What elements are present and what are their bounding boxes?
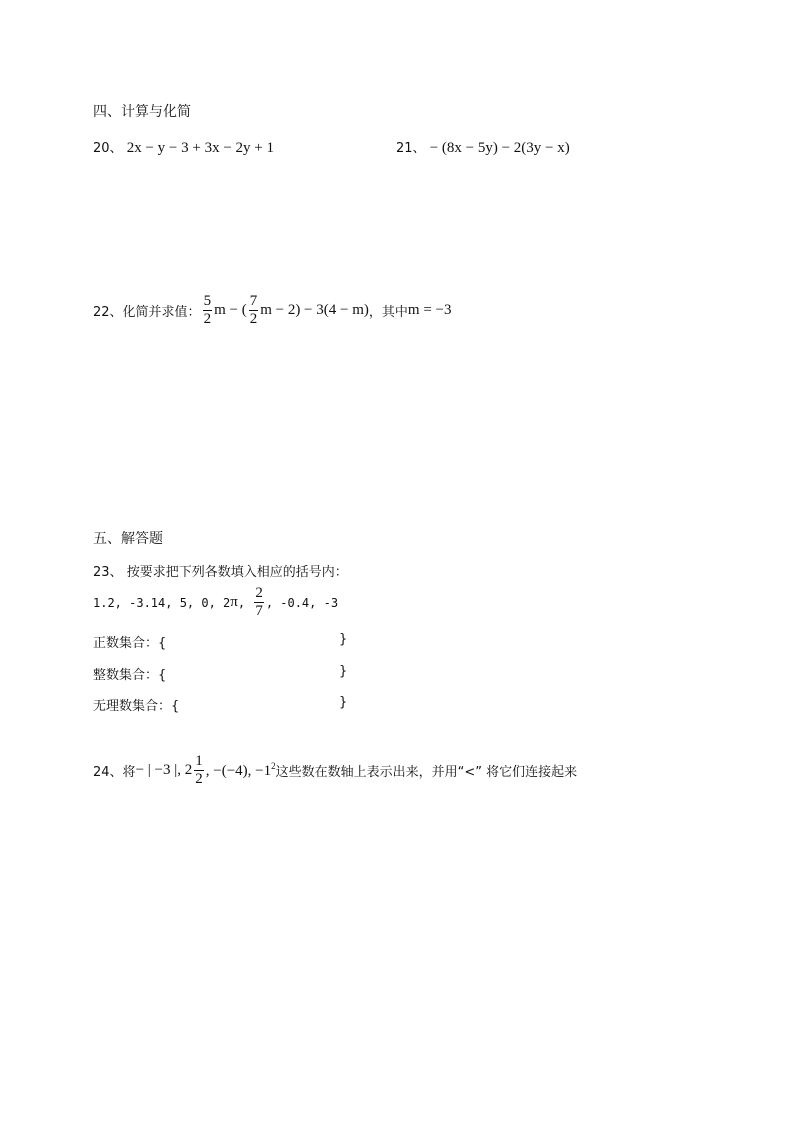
fraction [194,754,204,787]
pi-symbol: π [230,594,238,610]
question-20 [93,137,274,157]
condition-prefix: ，其中 [368,305,408,320]
question-24 [93,754,577,787]
expression-text: , −(−4), −1 [205,763,272,779]
set-close-brace: } [339,695,348,710]
set-close-brace: } [339,632,348,647]
question-number: 22、 [93,305,123,320]
fraction-denominator: 7 [255,603,263,619]
question-22 [93,294,452,327]
set-close-brace: } [339,664,348,679]
expression-part: m − 2) − 3(4 − m) [260,302,369,318]
question-prompt: 化简并求值： [122,305,201,320]
set-label: 整数集合：{ [93,668,167,683]
question-expression [201,294,369,327]
fraction-numerator: 5 [203,293,212,309]
fraction-numerator: 1 [195,753,203,769]
question-21 [396,137,570,157]
fraction-denominator: 2 [249,311,258,327]
number-list: , -0.4, -3 [265,595,339,610]
fraction-numerator: 7 [249,293,258,309]
expression-part [206,761,276,780]
set-positive [93,632,348,651]
set-label: 正数集合：{ [93,636,167,651]
section-4-heading: 四、计算与化简 [93,104,191,120]
separator: , [237,595,253,610]
question-number: 21、 [396,141,426,156]
question-instruction: 按要求把下列各数填入相应的括号内： [126,565,348,580]
fraction [249,294,259,327]
question-suffix: 这些数在数轴上表示出来，并用“<” 将它们连接起来 [275,765,578,780]
fraction-numerator: 2 [255,585,263,601]
question-number: 23、 [93,565,123,580]
question-prefix: 将 [122,765,136,780]
section-5-heading: 五、解答题 [93,531,163,547]
question-expression: − (8x − 5y) − 2(3y − x) [429,140,570,156]
question-23-instruction [93,561,348,580]
expression-part: m − ( [214,302,247,318]
exponent: 2 [271,761,276,771]
set-irrational [93,695,348,714]
expression-part: − | −3 |, 2 [135,762,193,778]
fraction-denominator: 2 [195,771,203,787]
fraction [254,586,264,619]
condition-expression: m = −3 [407,302,452,318]
number-list: 1.2, -3.14, 5, 0, 2 [93,595,231,610]
set-integer [93,664,348,683]
set-label: 无理数集合：{ [93,699,180,714]
fraction [203,294,213,327]
question-number: 20、 [93,141,123,156]
question-expression: 2x − y − 3 + 3x − 2y + 1 [126,140,274,156]
fraction-denominator: 2 [203,311,212,327]
question-number: 24、 [93,765,123,780]
question-23-numbers [93,586,338,619]
